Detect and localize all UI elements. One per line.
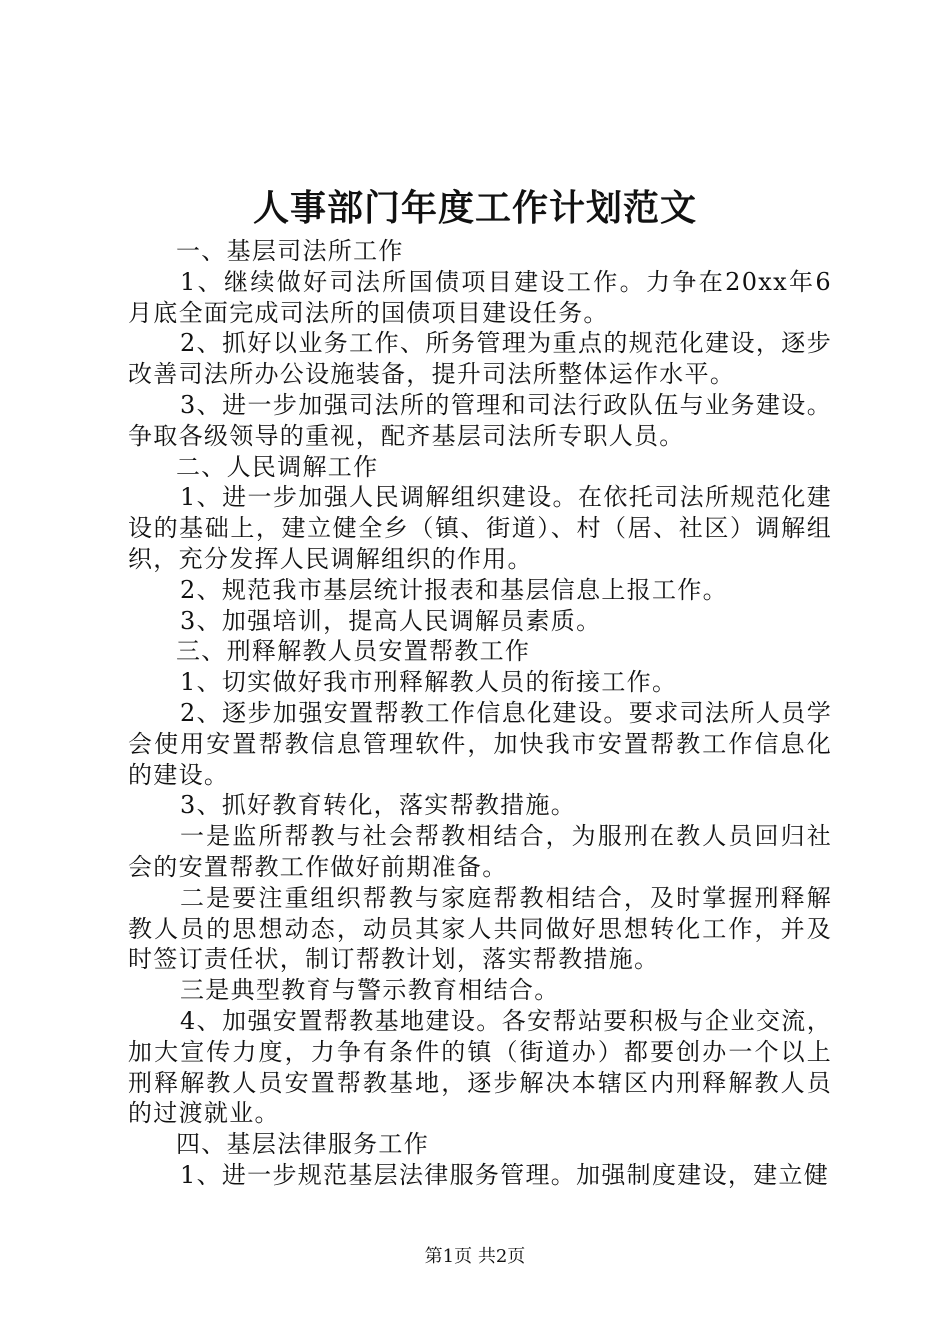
paragraph: 2、抓好以业务工作、所务管理为重点的规范化建设，逐步改善司法所办公设施装备，提升司法所整体运作水平。 (128, 329, 832, 389)
paragraph: 二是要注重组织帮教与家庭帮教相结合，及时掌握刑释解教人员的思想动态，动员其家人共同做好思想转化工作，并及时签订责任状，制订帮教计划，落实帮教措施。 (128, 883, 832, 974)
document-title: 人事部门年度工作计划范文 (252, 187, 697, 229)
paragraph: 一是监所帮教与社会帮教相结合，为服刑在教人员回归社会的安置帮教工作做好前期准备。 (128, 822, 832, 881)
paragraph: 1、切实做好我市刑释解教人员的衔接工作。 (180, 668, 678, 697)
document-body (128, 236, 832, 1191)
paragraph: 2、规范我市基层统计报表和基层信息上报工作。 (180, 575, 728, 604)
paragraph: 1、进一步加强人民调解组织建设。在依托司法所规范化建设的基础上，建立健全乡（镇、街道）、村（居、社区）调解组织，充分发挥人民调解组织的作用。 (128, 483, 832, 573)
paragraph: 3、进一步加强司法所的管理和司法行政队伍与业务建设。争取各级领导的重视，配齐基层司法所专职人员。 (128, 390, 832, 450)
section-heading: 四、基层法律服务工作 (176, 1130, 429, 1159)
paragraph: 3、加强培训，提高人民调解员素质。 (180, 606, 602, 635)
section-heading: 三、刑释解教人员安置帮教工作 (176, 637, 531, 666)
paragraph: 2、逐步加强安置帮教工作信息化建设。要求司法所人员学会使用安置帮教信息管理软件，加快我市安置帮教工作信息化的建设。 (128, 698, 832, 789)
page-footer: 第1页 共2页 (424, 1246, 526, 1267)
paragraph: 1、继续做好司法所国债项目建设工作。力争在20xx年6月底全面完成司法所的国债项目建设任务。 (128, 267, 832, 327)
section-heading: 一、基层司法所工作 (176, 237, 404, 265)
paragraph: 4、加强安置帮教基地建设。各安帮站要积极与企业交流，加大宣传力度，力争有条件的镇（街道办）都要创办一个以上刑释解教人员安置帮教基地，逐步解决本辖区内刑释解教人员的过渡就业。 (128, 1006, 832, 1128)
section-heading: 二、人民调解工作 (176, 452, 379, 481)
paragraph: 3、抓好教育转化，落实帮教措施。 (180, 791, 577, 820)
paragraph: 1、进一步规范基层法律服务管理。加强制度建设，建立健 (180, 1160, 830, 1189)
paragraph: 三是典型教育与警示教育相结合。 (180, 976, 560, 1005)
